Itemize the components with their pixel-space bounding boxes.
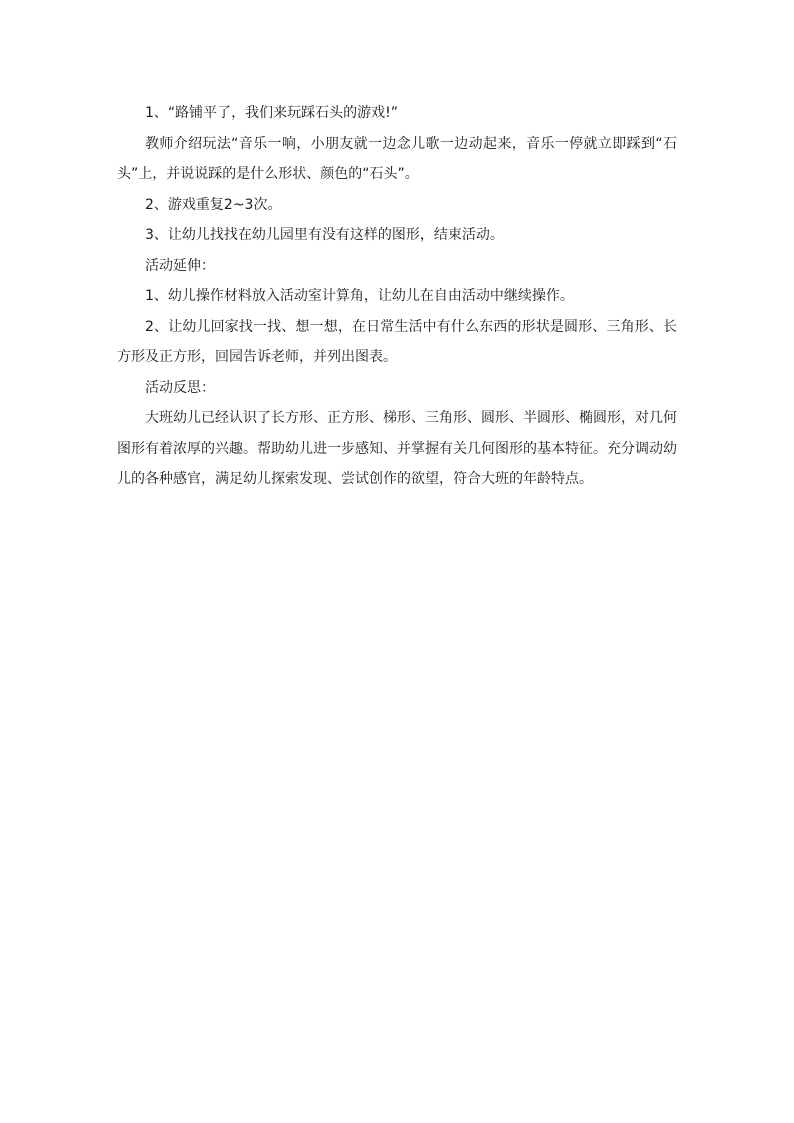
step-2-paragraph: 2、游戏重复2~3次。: [145, 196, 282, 213]
extension-heading: 活动延伸：: [145, 257, 215, 274]
reflection-heading: 活动反思：: [145, 379, 215, 396]
reflection-paragraph: 大班幼儿已经认识了长方形、正方形、梯形、三角形、圆形、半圆形、椭圆形，对几何图形有着浓厚的兴趣。帮助幼儿进一步感知、并掌握有关几何图形的基本特征。充分调动幼儿的各种感官，满足幼儿探索发现、尝试创作的欲望，符合大班的年龄特点。: [117, 410, 677, 487]
step-3-paragraph: 3、让幼儿找找在幼儿园里有没有这样的图形，结束活动。: [145, 227, 504, 243]
document-body: [117, 98, 677, 495]
extension-item-2: 2、让幼儿回家找一找、想一想，在日常生活中有什么东西的形状是圆形、三角形、长方形及正方形，回园告诉老师，并列出图表。: [117, 318, 677, 365]
extension-item-1: 1、幼儿操作材料放入活动室计算角，让幼儿在自由活动中继续操作。: [145, 288, 574, 304]
step-1-paragraph: 1、“路铺平了，我们来玩踩石头的游戏!”: [145, 105, 399, 121]
game-rules-paragraph: 教师介绍玩法“音乐一响，小朋友就一边念儿歌一边动起来，音乐一停就立即踩到“石头”上，并说说踩的是什么形状、颜色的“石头”。: [117, 135, 677, 182]
